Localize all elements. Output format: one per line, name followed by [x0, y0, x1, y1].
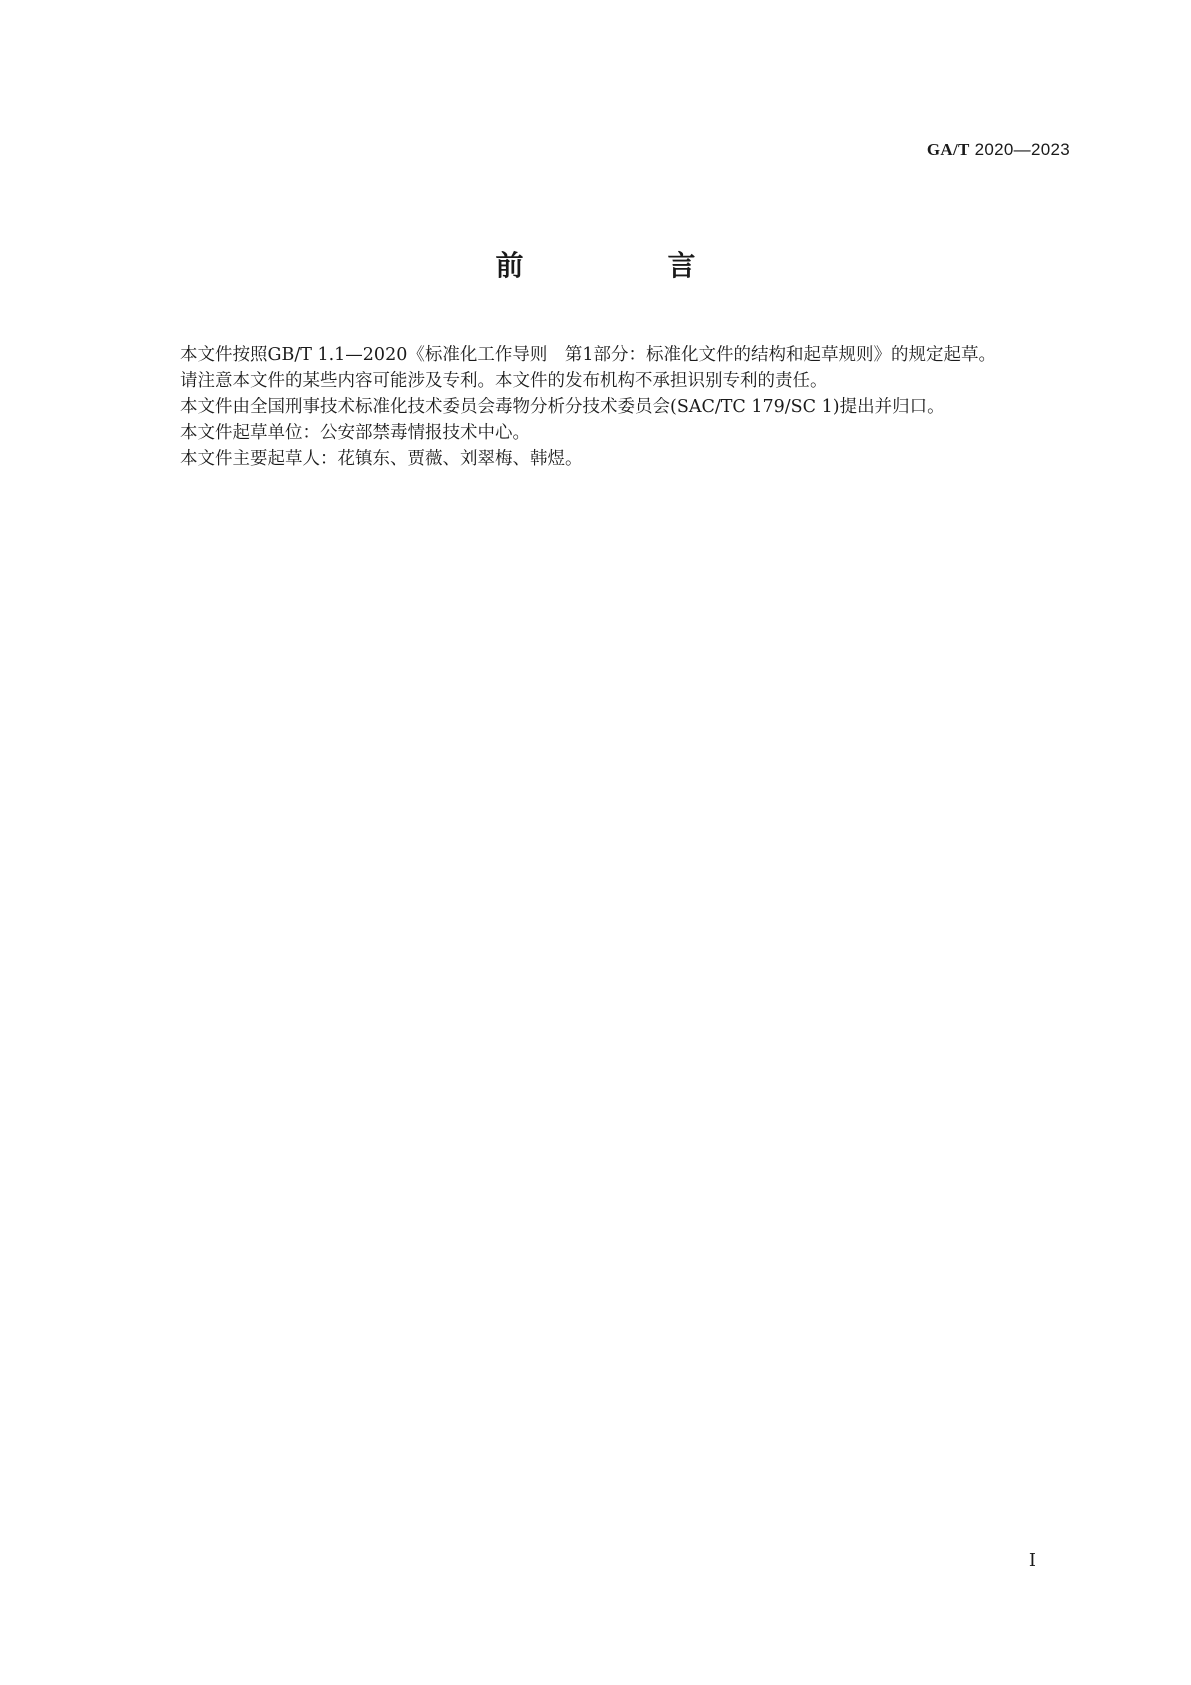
document-code — [927, 140, 1070, 160]
paragraph-patent-notice: 请注意本文件的某些内容可能涉及专利。本文件的发布机构不承担识别专利的责任。 — [180, 371, 828, 391]
paragraph-drafters: 本文件主要起草人：花镇东、贾薇、刘翠梅、韩煜。 — [180, 449, 583, 469]
paragraph-drafting-unit: 本文件起草单位：公安部禁毒情报技术中心。 — [180, 423, 530, 443]
document-code-number: 2020—2023 — [974, 140, 1070, 159]
document-code-prefix: GA/T — [926, 140, 970, 159]
page-number: Ⅰ — [1028, 1550, 1036, 1570]
paragraph-proposed-by: 本文件由全国刑事技术标准化技术委员会毒物分析分技术委员会(SAC/TC 179/SC 1)提出并归口。 — [180, 397, 945, 417]
foreword-body — [145, 342, 1060, 472]
paragraph-drafting-rules: 本文件按照GB/T 1.1—2020《标准化工作导则 第1部分：标准化文件的结构和起草规则》的规定起草。 — [180, 345, 996, 365]
page-title: 前 言 — [495, 249, 754, 282]
